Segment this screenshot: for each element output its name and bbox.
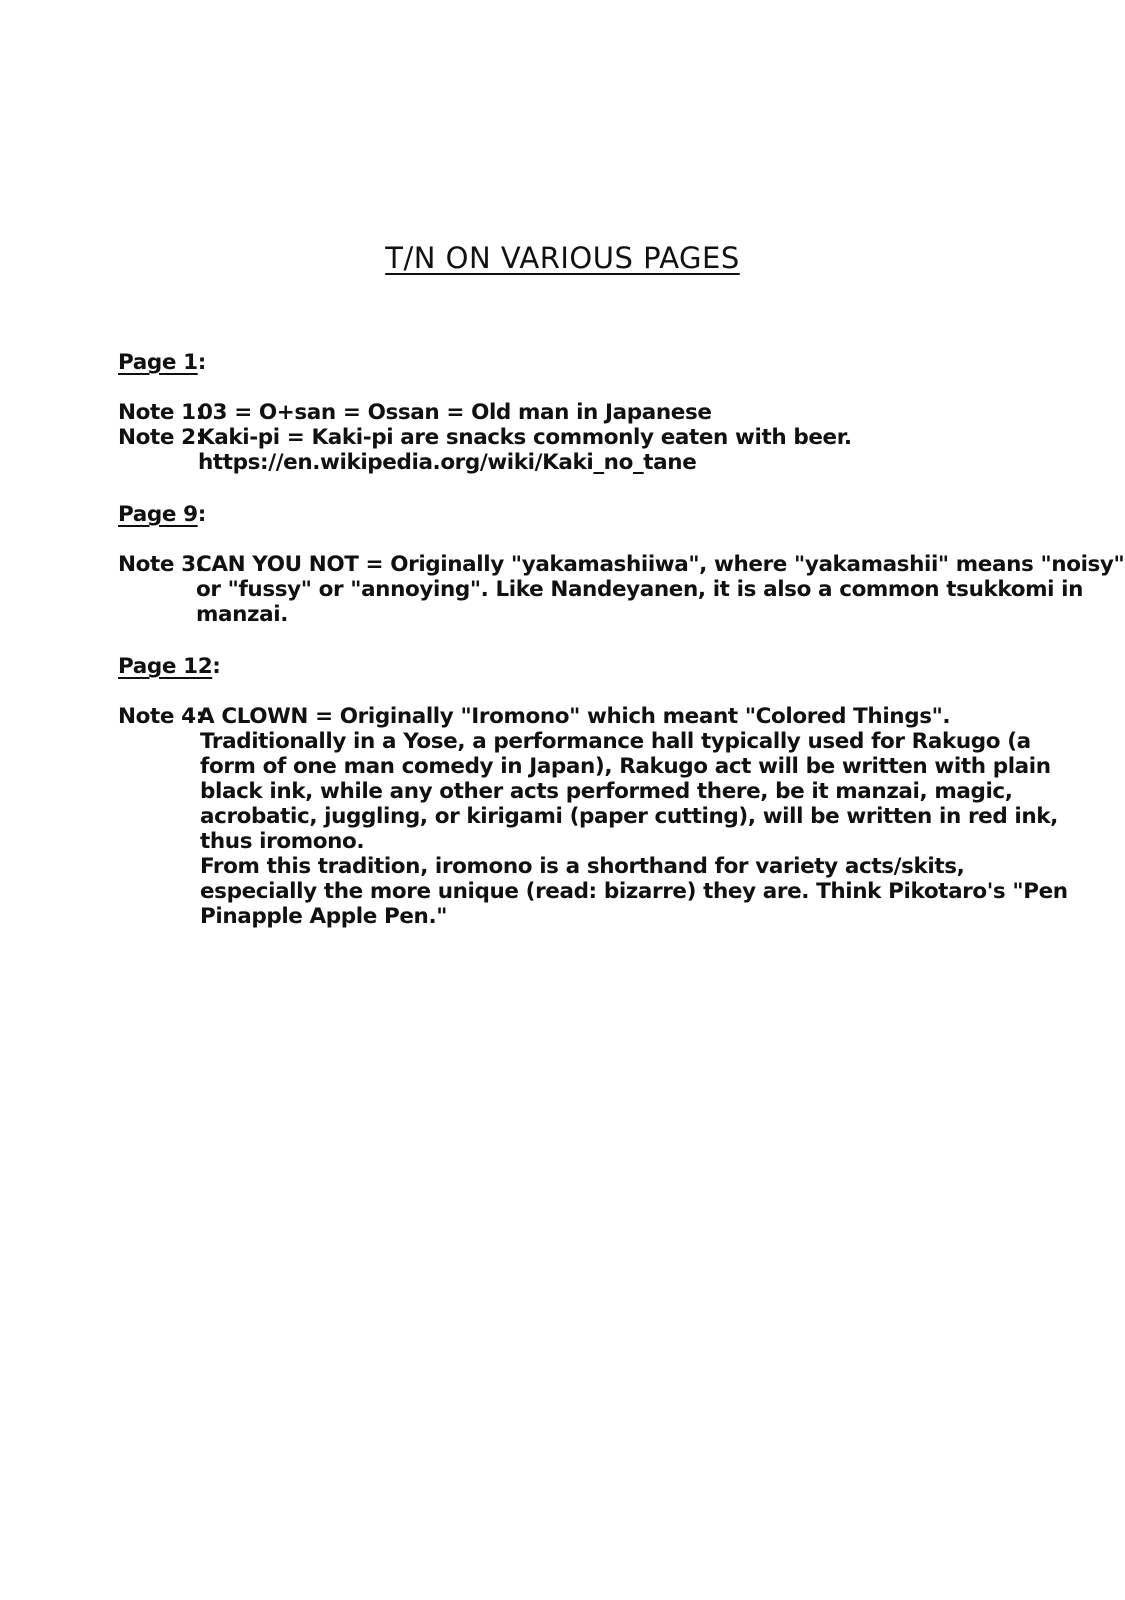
note-label: Note 3: — [118, 552, 204, 577]
note-line: Traditionally in a Yose, a performance hall typically used for Rakugo (a — [200, 729, 1031, 754]
note-label: Note 1: — [118, 400, 204, 425]
section-heading-label: Page 12 — [118, 654, 213, 679]
note-label: Note 4: — [118, 704, 204, 729]
note-body — [198, 425, 998, 475]
note-line: A CLOWN = Originally "Iromono" which meant "Colored Things". — [198, 704, 951, 729]
note-line: form of one man comedy in Japan), Rakugo act will be written with plain — [200, 754, 1051, 779]
note-2 — [118, 425, 998, 475]
note-line: Kaki-pi = Kaki-pi are snacks commonly eaten with beer. — [198, 425, 852, 450]
notes-content — [118, 348, 1125, 954]
note-body — [198, 400, 998, 425]
note-line: 03 = O+san = Ossan = Old man in Japanese — [198, 400, 712, 425]
note-link: https://en.wikipedia.org/wiki/Kaki_no_tane — [198, 450, 697, 475]
note-line: manzai. — [196, 602, 288, 627]
note-body — [196, 552, 1124, 627]
section-heading-label: Page 1 — [118, 350, 198, 375]
note-line: Pinapple Apple Pen." — [200, 904, 448, 929]
section-heading: Page 1: — [118, 350, 206, 375]
note-line: black ink, while any other acts performed there, be it manzai, magic, — [200, 779, 1013, 804]
note-line: From this tradition, iromono is a shorthand for variety acts/skits, — [200, 854, 965, 879]
section-heading: Page 12: — [118, 654, 221, 679]
note-line: acrobatic, juggling, or kirigami (paper cutting), will be written in red ink, — [200, 804, 1058, 829]
note-line: or "fussy" or "annoying". Like Nandeyanen, it is also a common tsukkomi in — [196, 577, 1084, 602]
note-1 — [118, 400, 998, 425]
section-page-1 — [118, 348, 998, 475]
section-heading-label: Page 9 — [118, 502, 198, 527]
note-label: Note 2: — [118, 425, 204, 450]
note-line: thus iromono. — [200, 829, 365, 854]
page-title-text: T/N ON VARIOUS PAGES — [385, 241, 740, 275]
section-heading: Page 9: — [118, 502, 206, 527]
section-page-12 — [118, 652, 1068, 929]
note-4 — [118, 704, 1068, 929]
section-page-9 — [118, 500, 1125, 627]
note-line: CAN YOU NOT = Originally "yakamashiiwa", where "yakamashii" means "noisy" — [196, 552, 1125, 577]
page-title — [0, 240, 1125, 276]
note-body — [198, 704, 1068, 929]
note-3 — [118, 552, 1125, 627]
note-line: especially the more unique (read: bizarre) they are. Think Pikotaro's "Pen — [200, 879, 1068, 904]
